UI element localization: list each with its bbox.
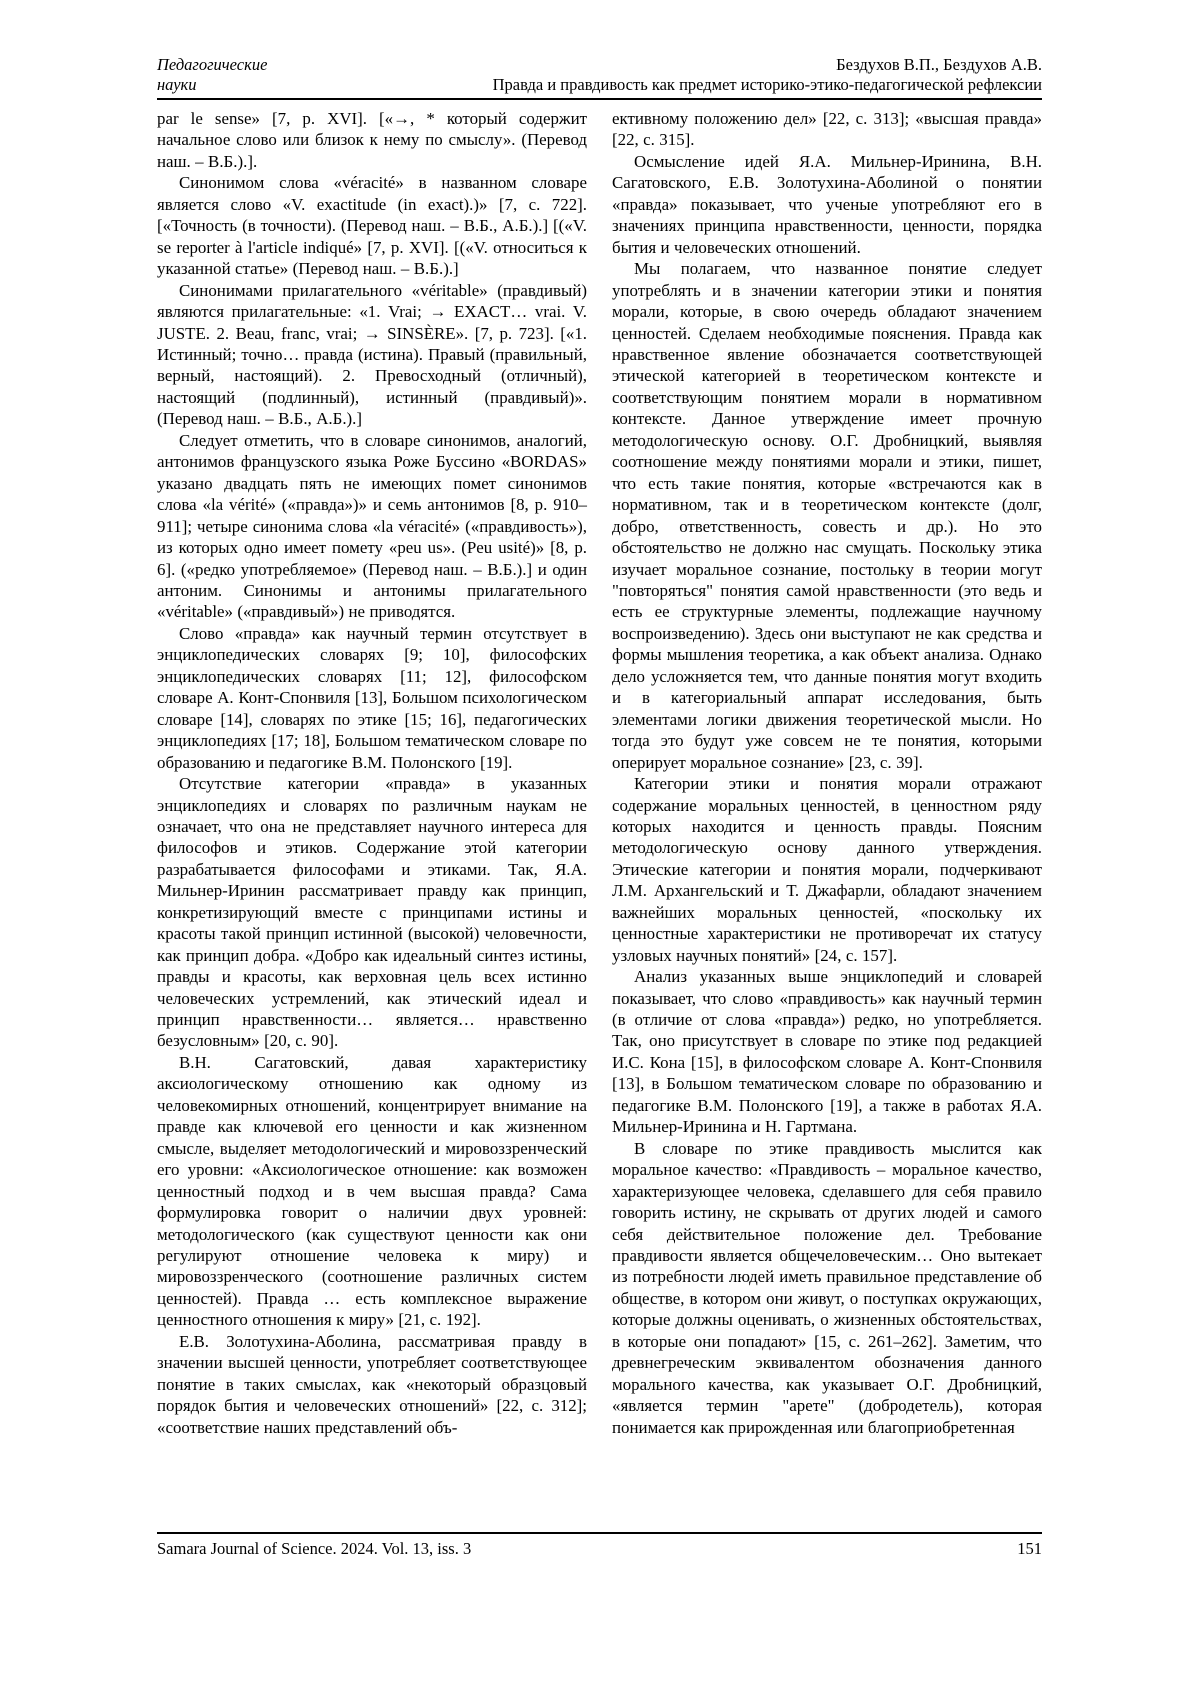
right-column [612,108,1042,1438]
paragraph: par le sense» [7, p. XVI]. [«→, * который содержит начальное слово или близок к нему по смыслу». (Перевод наш. – В.Б.).]. [157,109,587,171]
header-row-1 [157,55,1042,75]
paragraph: Следует отметить, что в словаре синонимов, аналогий, антонимов французского языка Роже Буссино «BORDAS» указано двадцать пять не имеющих помет синонимов слова «la vérité» («правда»)» и семь антонимов [8, p. 910–911]; четыре синонима слова «la véracité» («правдивость»), из которых одно имеет помету «peu us». (Peu usité)» [8, p. 6]. («редко употребляемое» (Перевод наш. – В.Б.).] и один антоним. Синонимы и антонимы прилагательного «véritable» («правдивый») не приводятся. [157,430,587,622]
header-rule [157,98,1042,100]
article-body [157,108,1042,1438]
page-footer [157,1532,1042,1559]
authors: Бездухов В.П., Бездухов А.В. [836,55,1042,74]
paragraph: В.Н. Сагатовский, давая характеристику аксиологическому отношению как одному из человекомирных отношений, концентрирует внимание на правде как ключевой его ценности и как жизненном смысле, выделяет методологический и мировоззренческий его уровни: «Аксиологическое отношение: как возможен ценностный подход и в чем высшая правда? Сама формулировка говорит о наличии двух уровней: методологического (как существуют ценности как они регулируют отношение человека к миру) и мировоззренческого (соотношение различных систем ценностей). Правда … есть комплексное выражение ценностного отношения к миру» [21, с. 192]. [157,1052,587,1330]
paragraph: Слово «правда» как научный термин отсутствует в энциклопедических словарях [9; 10], философских энциклопедических словарях [11; 12], философском словаре А. Конт-Спонвиля [13], Большом психологическом словаре [14], словарях по этике [15; 16], педагогических энциклопедиях [17; 18], Большом тематическом словаре по образованию и педагогике В.М. Полонского [19]. [157,623,587,772]
paragraph: Е.В. Золотухина-Аболина, рассматривая правду в значении высшей ценности, употребляет соответствующее понятие в таких смыслах, как «некоторый образцовый порядок бытия и человеческих отношений» [22, с. 312]; «соответствие наших представлений объ- [157,1331,587,1437]
paragraph: Осмысление идей Я.А. Мильнер-Иринина, В.Н. Сагатовского, Е.В. Золотухина-Аболиной о понятии «правда» показывает, что ученые употребляют его в значениях принципа нравственности, ценности, порядка бытия и человеческих отношений. [612,151,1042,257]
paragraph: Анализ указанных выше энциклопедий и словарей показывает, что слово «правдивость» как научный термин (в отличие от слова «правда») редко, но употребляется. Так, оно присутствует в словаре по этике под редакцией И.С. Кона [15], в философском словаре А. Конт-Спонвиля [13], в Большом тематическом словаре по образованию и педагогике В.М. Полонского [19], а также в работах Я.А. Мильнер-Иринина и Н. Гартмана. [612,967,1042,1137]
paragraph: Синонимами прилагательного «véritable» (правдивый) являются прилагательные: «1. Vrai; → EXACT… vrai. V. JUSTE. 2. Beau, franc, vrai; → SINSÈRE». [7, p. 723]. [«1. Истинный; точно… правда (истина). Правый (правильный, верный, настоящий). 2. Превосходный (отличный), настоящий (подлинный), истинный (правдивый)». (Перевод наш. – В.Б., А.Б.).] [157,280,587,429]
paragraph: Мы полагаем, что названное понятие следует употреблять и в значении категории этики и понятия морали, которые, в свою очередь обладают значением ценностей. Сделаем необходимые пояснения. Правда как нравственное явление обозначается соответствующей этической категорией в теоретическом контексте и соответствующим понятием морали в нормативном контексте. Данное утверждение имеет прочную методологическую основу. О.Г. Дробницкий, выявляя соотношение между понятиями морали и этики, пишет, что есть такие понятия, которые «встречаются как в нормативном, так и в теоретическом контексте (долг, добро, ответственность, совесть и др.). Но это обстоятельство не должно нас смущать. Поскольку этика изучает моральное сознание, постольку в теории могут "повторяться" понятия самой нравственности (это ведь и есть ее структурные элементы, подлежащие научному воспроизведению). Здесь они выступают не как средства и формы мышления теоретика, а как объект анализа. Однако дело усложняется тем, что данные понятия могут входить и в категориальный аппарат исследования, быть элементами логики движения теоретической мысли. Но тогда это будут уже совсем не те понятия, которыми оперирует моральное сознание» [23, с. 39]. [612,259,1042,772]
paragraph: Синонимом слова «véracité» в названном словаре является слово «V. exactitude (in exact).)» [7, с. 722]. [«Точность (в точности). (Перевод наш. – В.Б., А.Б.).] [(«V. se reporter à l'article indiqué» [7, p. XVI]. [(«V. относиться к указанной статье» (Перевод наш. – В.Б.).] [157,173,587,279]
paragraph: В словаре по этике правдивость мыслится как моральное качество: «Правдивость – моральное качество, характеризующее человека, сделавшего для себя правило говорить истину, не скрывать от других людей и самого себя действительное положение дел. Требование правдивости является общечеловеческим… Оно вытекает из потребности людей иметь правильное представление об обществе, в котором они живут, о поступках окружающих, которые должны оценивать, о жизненных обстоятельствах, в которые они попадают» [15, с. 261–262]. Заметим, что древнегреческим эквивалентом обозначения данного морального качества, как указывает О.Г. Дробницкий, «является термин "арете" (добродетель), которая понимается как прирожденная или благоприобретенная [612,1138,1042,1437]
paragraph: Категории этики и понятия морали отражают содержание моральных ценностей, в ценностном ряду которых находится и ценность правды. Поясним методологическую основу данного утверждения. Этические категории и понятия морали, подчеркивают Л.М. Архангельский и Т. Джафарли, обладают значением важнейших моральных ценностей, «поскольку их ценностные характеристики не противоречат их статусу узловых научных понятий» [24, с. 157]. [612,774,1042,965]
page-header [157,55,1042,100]
left-column [157,108,587,1438]
page-number: 151 [1017,1539,1042,1558]
journal-citation: Samara Journal of Science. 2024. Vol. 13, iss. 3 [157,1539,472,1558]
section-name-line1: Педагогические [157,55,268,74]
section-name-line2: науки [157,75,197,94]
header-row-2 [157,75,1042,95]
paragraph: Отсутствие категории «правда» в указанных энциклопедиях и словарях по различным наукам не означает, что она не представляет научного интереса для философов и этиков. Содержание этой категории разрабатывается философами и этиками. Так, Я.А. Мильнер-Иринин рассматривает правду как принцип, конкретизирующий вместе с принципами истины и красоты такой принцип истинной (высокой) человечности, как принцип добра. «Добро как идеальный синтез истины, правды и красоты, как верховная цель всех истинно человеческих устремлений, как этический идеал и принцип нравственности… является… нравственно безусловным» [20, с. 90]. [157,774,587,1051]
article-title: Правда и правдивость как предмет историко-этико-педагогической рефлексии [492,75,1042,94]
paragraph: ективному положению дел» [22, с. 313]; «высшая правда» [22, с. 315]. [612,109,1042,150]
